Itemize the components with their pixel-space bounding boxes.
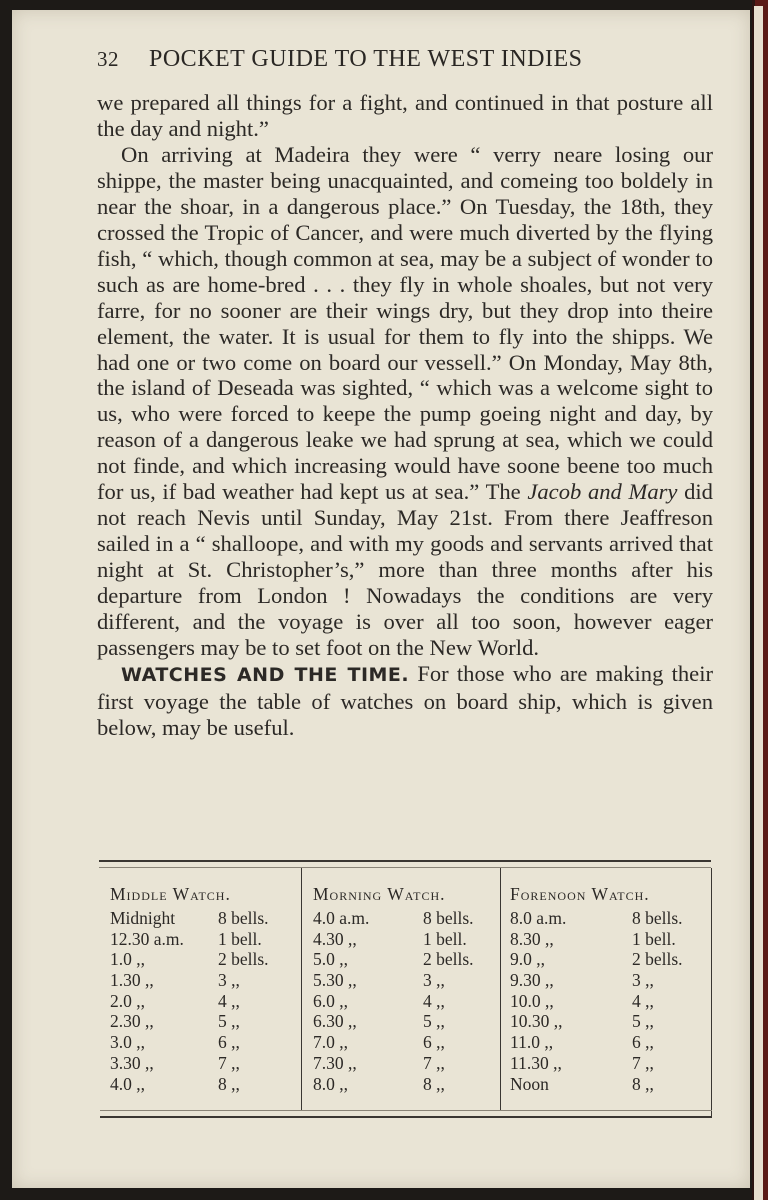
watch-row (510, 970, 683, 991)
watch-row (313, 908, 474, 929)
watch-bells: 6 ,, (423, 1032, 445, 1053)
watch-time: Midnight (110, 908, 176, 928)
watch-time: 10.0 ,, (510, 990, 554, 1011)
running-title: POCKET GUIDE TO THE WEST INDIES (149, 46, 583, 72)
watch-time: 7.0 ,, (313, 1032, 348, 1053)
watch-row (110, 970, 269, 991)
watch-time: 11.0 ,, (510, 1032, 554, 1053)
watch-row (110, 908, 269, 929)
table-top-rule-thin (99, 867, 711, 868)
watch-time: 11.30 ,, (510, 1052, 562, 1073)
watch-row (510, 1074, 683, 1095)
watch-bells: 1 bell. (218, 928, 262, 949)
section-heading: WATCHES AND THE TIME. (121, 663, 410, 686)
table-right-edge (711, 868, 712, 1116)
watch-time: 6.30 ,, (313, 1011, 357, 1032)
watch-bells: 4 ,, (423, 990, 445, 1011)
watch-time: 1.30 ,, (110, 970, 154, 991)
table-top-rule (99, 860, 711, 862)
watch-time: 6.0 ,, (313, 990, 348, 1011)
watch-bells: 7 ,, (423, 1052, 445, 1073)
watch-row (110, 1053, 269, 1074)
watch-time: 7.30 ,, (313, 1052, 357, 1073)
watch-time: 4.0 ,, (110, 1073, 145, 1094)
table-bottom-rule-thin (100, 1110, 712, 1111)
watch-bells: 6 ,, (218, 1032, 240, 1053)
watch-row (510, 908, 683, 929)
watch-bells: 5 ,, (632, 1011, 654, 1032)
watch-time: 12.30 a.m. (110, 928, 184, 949)
page-number: 32 (97, 47, 119, 71)
watch-row (313, 1032, 474, 1053)
watch-time: 8.0 ,, (313, 1073, 348, 1094)
watch-bells: 8 ,, (423, 1073, 445, 1094)
watch-time: 4.0 a.m. (313, 908, 370, 928)
forenoon-watch-column (510, 884, 683, 1094)
watch-time: 8.0 a.m. (510, 908, 567, 928)
watch-row (313, 929, 474, 950)
watch-time: 9.30 ,, (510, 970, 554, 991)
watch-row (110, 929, 269, 950)
watch-bells: 6 ,, (632, 1032, 654, 1053)
watch-time: 2.30 ,, (110, 1011, 154, 1032)
middle-watch-column (110, 884, 269, 1094)
watch-bells: 7 ,, (218, 1052, 240, 1073)
watch-row (313, 1074, 474, 1095)
table-divider-1 (301, 868, 302, 1110)
adjacent-page-edge (754, 6, 763, 1200)
watch-bells: 4 ,, (218, 990, 240, 1011)
watch-row (313, 1053, 474, 1074)
watch-row (510, 991, 683, 1012)
morning-watch-title: Morning Watch. (313, 884, 446, 904)
table-divider-2 (500, 868, 501, 1110)
watch-row (313, 970, 474, 991)
watch-bells: 3 ,, (632, 970, 654, 991)
watch-row (110, 1011, 269, 1032)
middle-watch-title: Middle Watch. (110, 884, 231, 904)
watch-row (510, 929, 683, 950)
watch-time: 8.30 ,, (510, 928, 554, 949)
watch-time: 10.30 ,, (510, 1011, 563, 1032)
watch-time: 5.30 ,, (313, 970, 357, 991)
watch-time: 9.0 ,, (510, 949, 545, 970)
paragraph-3-text: For those who are making their first voyage the table of watches on board ship, which is given below, may be useful. (97, 660, 713, 740)
watch-bells: 8 bells. (423, 908, 474, 928)
watch-bells: 8 bells. (218, 908, 269, 928)
ship-name: Jacob and Mary (527, 479, 678, 505)
forenoon-watch-title: Forenoon Watch. (510, 884, 650, 904)
watch-time: 2.0 ,, (110, 990, 145, 1011)
watch-row (110, 1032, 269, 1053)
watch-bells: 8 ,, (218, 1073, 240, 1094)
paragraph-1: we prepared all things for a fight, and continued in that posture all the day and night.” (97, 90, 713, 141)
watch-bells: 8 bells. (632, 908, 683, 928)
watch-bells: 3 ,, (218, 970, 240, 991)
watch-time: 4.30 ,, (313, 928, 357, 949)
watch-row (510, 1032, 683, 1053)
watch-bells: 8 ,, (632, 1073, 654, 1094)
running-header (97, 46, 667, 73)
watch-bells: 2 bells. (423, 949, 474, 970)
watch-time: 1.0 ,, (110, 949, 145, 970)
watch-row (510, 1011, 683, 1032)
watch-row (510, 1053, 683, 1074)
morning-watch-rows (313, 908, 474, 1094)
watch-time: 3.30 ,, (110, 1052, 154, 1073)
watch-bells: 4 ,, (632, 990, 654, 1011)
middle-watch-rows (110, 908, 269, 1094)
watch-row (510, 949, 683, 970)
watch-row (313, 949, 474, 970)
watch-row (313, 1011, 474, 1032)
watch-time: Noon (510, 1073, 549, 1094)
watch-bells: 3 ,, (423, 970, 445, 991)
table-bottom-rule (100, 1116, 712, 1118)
paragraph-2-text-a: On arriving at Madeira they were “ verry neare losing our shippe, the master being unacquainted, and comeing too boldely in near the shoar, in a dangerous place.” On Tuesday, the 18th, they crossed the Tropic of Cancer, and were much diverted by the flying fish, “ which, though common at sea, may be a subject of wonder to such as are home-bred . . . they fly in whole shoales, but not very farre, for no sooner are their wings dry, but they drop into theire element, the water. It is usual for them to fly into the shipps. We had one or two come on board our vessell.” On Monday, May 8th, the island of Deseada was sighted, “ which was a welcome sight to us, who were forced to keepe the pump goeing night and day, by reason of a dangerous leake we had sprung at sea, which we could not finde, and which increasing would have soone beene too much for us, if bad weather had kept us at sea.” The (97, 141, 713, 505)
watch-bells: 1 bell. (423, 928, 467, 949)
watch-row (313, 991, 474, 1012)
watch-row (110, 991, 269, 1012)
watch-row (110, 949, 269, 970)
watch-bells: 5 ,, (218, 1011, 240, 1032)
paragraph-3 (97, 661, 713, 741)
forenoon-watch-rows (510, 908, 683, 1094)
paragraph-2 (97, 142, 713, 661)
watch-bells: 2 bells. (632, 949, 683, 970)
watch-time: 5.0 ,, (313, 949, 348, 970)
body-text (97, 90, 713, 741)
watch-bells: 2 bells. (218, 949, 269, 970)
watch-bells: 1 bell. (632, 928, 676, 949)
paragraph-2-text-b: did not reach Nevis until Sunday, May 21st. From there Jeaffreson sailed in a “ shalloope, and with my goods and servants arrived that night at St. Christopher’s,” more than three months after his departure from London ! Nowadays the conditions are very different, and the voyage is over all too soon, however eager passengers may be to set foot on the New World. (97, 479, 713, 661)
watch-bells: 5 ,, (423, 1011, 445, 1032)
watch-bells: 7 ,, (632, 1052, 654, 1073)
watch-row (110, 1074, 269, 1095)
watch-time: 3.0 ,, (110, 1032, 145, 1053)
morning-watch-column (313, 884, 474, 1094)
